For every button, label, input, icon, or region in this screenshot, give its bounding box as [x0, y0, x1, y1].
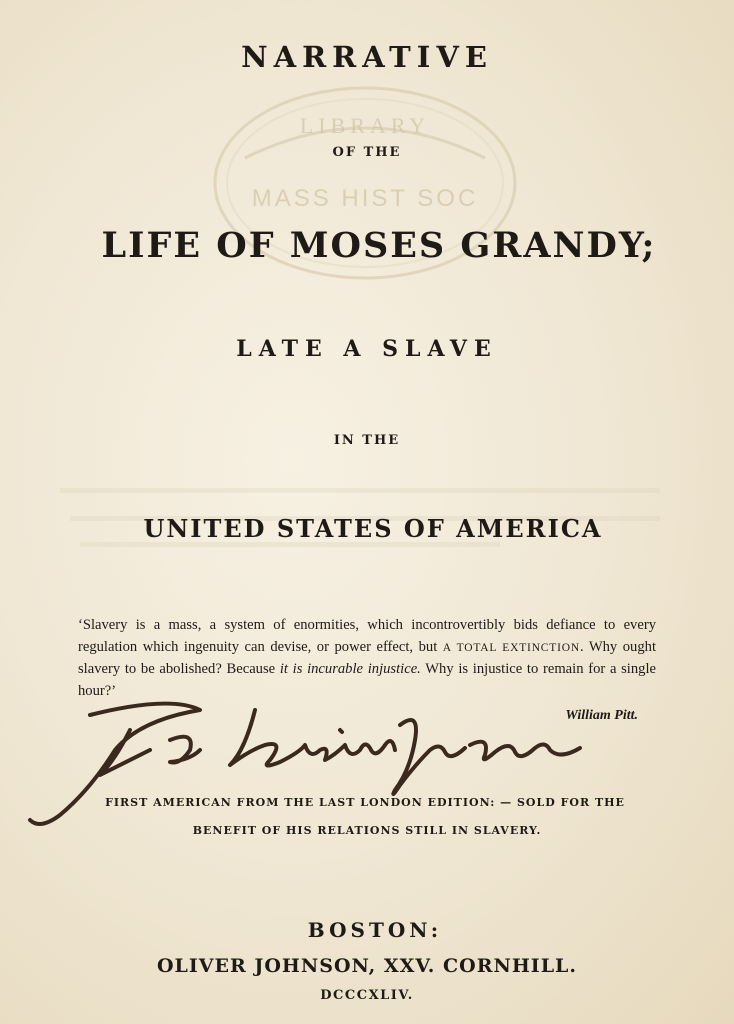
stamp-line-2: MASS HIST SOC [251, 185, 479, 212]
title-narrative: NARRATIVE [241, 40, 493, 74]
quote-incurable: it is incurable injustice. [279, 661, 421, 677]
subtitle-in-the: IN THE [333, 433, 401, 448]
quote-part-2: . Why ought slavery to be abolished? Because [78, 638, 656, 677]
subtitle-united-states: UNITED STATES OF AMERICA [143, 514, 603, 543]
epigraph-quote [78, 615, 656, 702]
quote-attribution: William Pitt. [565, 708, 638, 723]
edition-line-2: BENEFIT OF HIS RELATIONS STILL IN SLAVERY. [192, 824, 542, 837]
subtitle-late-a-slave: LATE A SLAVE [236, 336, 498, 362]
imprint-publisher: OLIVER JOHNSON, XXV. CORNHILL. [156, 955, 578, 977]
edition-line-1: FIRST AMERICAN FROM THE LAST LONDON EDITION: — SOLD FOR THE [105, 796, 625, 809]
quote-part-3: Why is injustice to remain for a single hour?’ [78, 661, 656, 699]
title-of-the: OF THE [332, 145, 402, 160]
stamp-line-1: LIBRARY [299, 113, 431, 138]
quote-total-extinction: A TOTAL EXTINCTION [442, 641, 580, 654]
title-life-of-moses-grandy: LIFE OF MOSES GRANDY; [101, 225, 657, 266]
handwritten-signature [20, 690, 620, 840]
imprint-city: BOSTON: [307, 918, 443, 942]
quote-part-1: ‘Slavery is a mass, a system of enormities, which incontrovertibly bids defiance to every regulation which ingenuity can devise, or power effect, but [78, 617, 656, 655]
imprint-date: DCCCXLIV. [320, 988, 414, 1003]
